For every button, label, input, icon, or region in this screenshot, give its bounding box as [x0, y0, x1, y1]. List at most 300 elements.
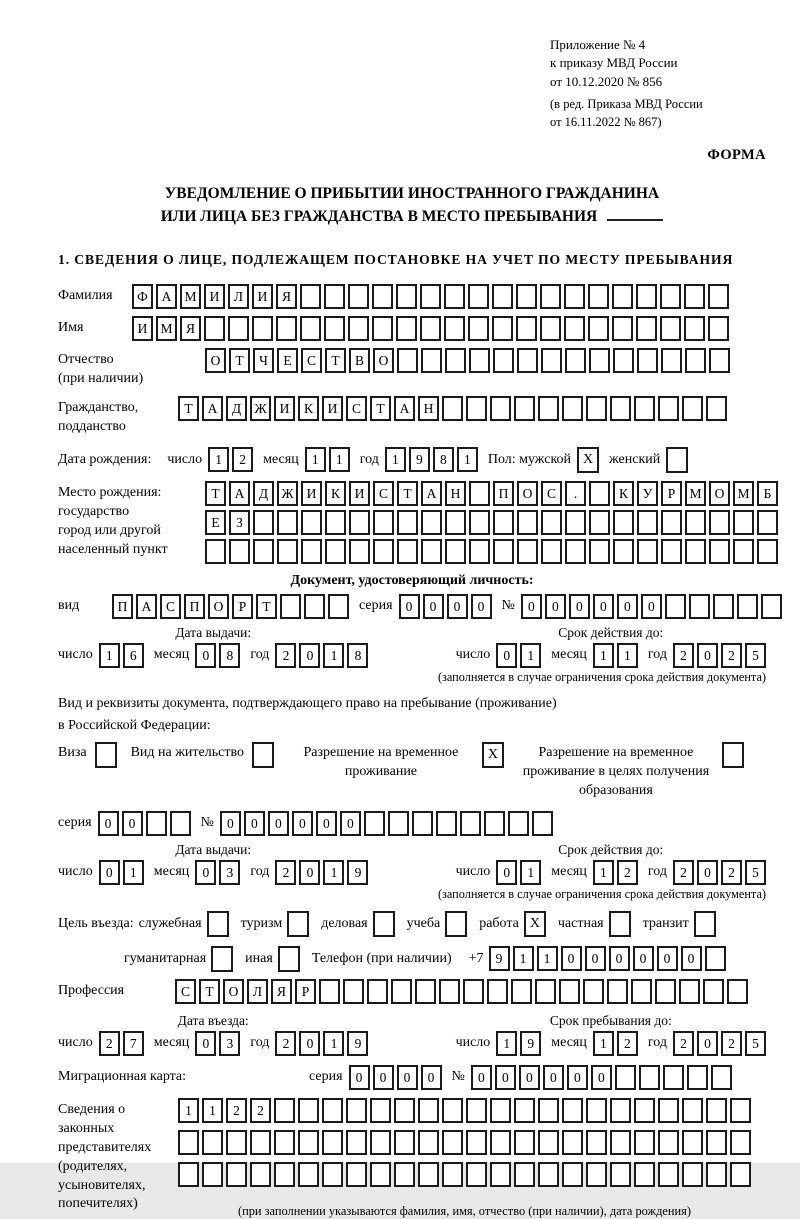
- char-cell[interactable]: П: [493, 481, 514, 506]
- char-cell[interactable]: [730, 1130, 751, 1155]
- char-cell[interactable]: [706, 1162, 727, 1187]
- char-cell[interactable]: 2: [275, 1031, 296, 1056]
- char-cell[interactable]: 5: [745, 1031, 766, 1056]
- char-cell[interactable]: С: [346, 396, 367, 421]
- surname-cells[interactable]: [132, 284, 729, 309]
- char-cell[interactable]: 2: [275, 860, 296, 885]
- char-cell[interactable]: [514, 1098, 535, 1123]
- char-cell[interactable]: 0: [697, 1031, 718, 1056]
- char-cell[interactable]: [588, 316, 609, 341]
- char-cell[interactable]: Т: [256, 594, 277, 619]
- char-cell[interactable]: [532, 811, 553, 836]
- char-cell[interactable]: А: [202, 396, 223, 421]
- representatives-row2-cells[interactable]: [178, 1130, 751, 1155]
- char-cell[interactable]: [682, 1162, 703, 1187]
- profession-cells[interactable]: [175, 979, 748, 1004]
- char-cell[interactable]: [322, 1162, 343, 1187]
- char-cell[interactable]: Р: [661, 481, 682, 506]
- char-cell[interactable]: [586, 1098, 607, 1123]
- char-cell[interactable]: [466, 1098, 487, 1123]
- char-cell[interactable]: [463, 979, 484, 1004]
- checkbox-private[interactable]: [609, 911, 631, 937]
- char-cell[interactable]: [661, 510, 682, 535]
- char-cell[interactable]: [562, 1098, 583, 1123]
- char-cell[interactable]: [588, 284, 609, 309]
- char-cell[interactable]: [639, 1065, 660, 1090]
- char-cell[interactable]: [229, 539, 250, 564]
- checkbox-male[interactable]: X: [577, 447, 599, 473]
- char-cell[interactable]: [274, 1162, 295, 1187]
- char-cell[interactable]: 1: [329, 447, 350, 472]
- char-cell[interactable]: [442, 1130, 463, 1155]
- char-cell[interactable]: [610, 1098, 631, 1123]
- char-cell[interactable]: 0: [268, 811, 289, 836]
- char-cell[interactable]: Р: [295, 979, 316, 1004]
- char-cell[interactable]: 0: [340, 811, 361, 836]
- checkbox-business[interactable]: [373, 911, 395, 937]
- char-cell[interactable]: [324, 284, 345, 309]
- char-cell[interactable]: 2: [721, 643, 742, 668]
- char-cell[interactable]: [685, 348, 706, 373]
- char-cell[interactable]: [373, 510, 394, 535]
- char-cell[interactable]: С: [301, 348, 322, 373]
- patronymic-cells[interactable]: [205, 348, 730, 373]
- char-cell[interactable]: [418, 1098, 439, 1123]
- char-cell[interactable]: [370, 1162, 391, 1187]
- char-cell[interactable]: 0: [519, 1065, 540, 1090]
- char-cell[interactable]: [631, 979, 652, 1004]
- char-cell[interactable]: [490, 1130, 511, 1155]
- char-cell[interactable]: [706, 396, 727, 421]
- char-cell[interactable]: [636, 316, 657, 341]
- char-cell[interactable]: [421, 348, 442, 373]
- char-cell[interactable]: [607, 979, 628, 1004]
- char-cell[interactable]: [202, 1130, 223, 1155]
- char-cell[interactable]: [319, 979, 340, 1004]
- char-cell[interactable]: [421, 510, 442, 535]
- char-cell[interactable]: 1: [617, 643, 638, 668]
- char-cell[interactable]: [705, 946, 726, 971]
- char-cell[interactable]: [538, 1098, 559, 1123]
- entry-year-cells[interactable]: [275, 1031, 368, 1056]
- char-cell[interactable]: М: [156, 316, 177, 341]
- char-cell[interactable]: С: [541, 481, 562, 506]
- char-cell[interactable]: 0: [244, 811, 265, 836]
- char-cell[interactable]: 9: [520, 1031, 541, 1056]
- char-cell[interactable]: [565, 510, 586, 535]
- char-cell[interactable]: 0: [495, 1065, 516, 1090]
- char-cell[interactable]: 0: [681, 946, 702, 971]
- char-cell[interactable]: [713, 594, 734, 619]
- char-cell[interactable]: 0: [521, 594, 542, 619]
- char-cell[interactable]: 0: [471, 1065, 492, 1090]
- char-cell[interactable]: [228, 316, 249, 341]
- char-cell[interactable]: 1: [385, 447, 406, 472]
- char-cell[interactable]: 0: [421, 1065, 442, 1090]
- char-cell[interactable]: [634, 1130, 655, 1155]
- char-cell[interactable]: [349, 539, 370, 564]
- char-cell[interactable]: [298, 1130, 319, 1155]
- entry-day-cells[interactable]: [99, 1031, 144, 1056]
- char-cell[interactable]: 8: [347, 643, 368, 668]
- char-cell[interactable]: 1: [178, 1098, 199, 1123]
- char-cell[interactable]: [445, 348, 466, 373]
- char-cell[interactable]: [586, 1130, 607, 1155]
- char-cell[interactable]: [564, 284, 585, 309]
- char-cell[interactable]: 0: [316, 811, 337, 836]
- char-cell[interactable]: И: [322, 396, 343, 421]
- char-cell[interactable]: П: [184, 594, 205, 619]
- char-cell[interactable]: [665, 594, 686, 619]
- stay-month-cells[interactable]: [593, 1031, 638, 1056]
- char-cell[interactable]: [687, 1065, 708, 1090]
- char-cell[interactable]: [490, 1098, 511, 1123]
- char-cell[interactable]: [445, 510, 466, 535]
- char-cell[interactable]: [613, 539, 634, 564]
- char-cell[interactable]: 2: [226, 1098, 247, 1123]
- char-cell[interactable]: [253, 510, 274, 535]
- checkbox-temporary-residence[interactable]: X: [482, 742, 504, 768]
- char-cell[interactable]: [252, 316, 273, 341]
- char-cell[interactable]: [492, 316, 513, 341]
- char-cell[interactable]: [658, 1130, 679, 1155]
- char-cell[interactable]: [397, 539, 418, 564]
- char-cell[interactable]: [564, 316, 585, 341]
- char-cell[interactable]: 9: [347, 1031, 368, 1056]
- stay-year-cells[interactable]: [673, 1031, 766, 1056]
- char-cell[interactable]: А: [421, 481, 442, 506]
- char-cell[interactable]: 2: [673, 1031, 694, 1056]
- char-cell[interactable]: [538, 1130, 559, 1155]
- char-cell[interactable]: [300, 284, 321, 309]
- char-cell[interactable]: [396, 316, 417, 341]
- residence-expiry-year-cells[interactable]: [673, 860, 766, 885]
- char-cell[interactable]: [541, 348, 562, 373]
- char-cell[interactable]: [634, 1098, 655, 1123]
- char-cell[interactable]: З: [229, 510, 250, 535]
- char-cell[interactable]: О: [208, 594, 229, 619]
- char-cell[interactable]: [444, 284, 465, 309]
- char-cell[interactable]: [706, 1098, 727, 1123]
- char-cell[interactable]: [322, 1130, 343, 1155]
- char-cell[interactable]: [436, 811, 457, 836]
- char-cell[interactable]: 9: [489, 946, 510, 971]
- char-cell[interactable]: [685, 539, 706, 564]
- char-cell[interactable]: 0: [220, 811, 241, 836]
- char-cell[interactable]: [655, 979, 676, 1004]
- char-cell[interactable]: 2: [721, 1031, 742, 1056]
- char-cell[interactable]: 0: [99, 860, 120, 885]
- checkbox-temporary-residence-education[interactable]: [722, 742, 744, 768]
- char-cell[interactable]: 1: [323, 860, 344, 885]
- char-cell[interactable]: О: [223, 979, 244, 1004]
- char-cell[interactable]: [397, 510, 418, 535]
- char-cell[interactable]: Б: [757, 481, 778, 506]
- char-cell[interactable]: [346, 1098, 367, 1123]
- char-cell[interactable]: [421, 539, 442, 564]
- char-cell[interactable]: Я: [276, 284, 297, 309]
- char-cell[interactable]: А: [156, 284, 177, 309]
- char-cell[interactable]: [277, 510, 298, 535]
- char-cell[interactable]: [511, 979, 532, 1004]
- char-cell[interactable]: Е: [277, 348, 298, 373]
- char-cell[interactable]: 0: [399, 594, 420, 619]
- char-cell[interactable]: [468, 284, 489, 309]
- char-cell[interactable]: Т: [178, 396, 199, 421]
- char-cell[interactable]: 0: [561, 946, 582, 971]
- char-cell[interactable]: [540, 284, 561, 309]
- citizenship-cells[interactable]: [178, 396, 727, 421]
- char-cell[interactable]: 0: [299, 1031, 320, 1056]
- char-cell[interactable]: 8: [219, 643, 240, 668]
- char-cell[interactable]: Л: [228, 284, 249, 309]
- char-cell[interactable]: [298, 1162, 319, 1187]
- doc-issue-year-cells[interactable]: [275, 643, 368, 668]
- char-cell[interactable]: [226, 1162, 247, 1187]
- char-cell[interactable]: [274, 1098, 295, 1123]
- char-cell[interactable]: 2: [232, 447, 253, 472]
- char-cell[interactable]: [661, 348, 682, 373]
- char-cell[interactable]: [565, 539, 586, 564]
- char-cell[interactable]: 0: [591, 1065, 612, 1090]
- char-cell[interactable]: [610, 1162, 631, 1187]
- entry-month-cells[interactable]: [195, 1031, 240, 1056]
- char-cell[interactable]: [514, 396, 535, 421]
- char-cell[interactable]: [466, 396, 487, 421]
- char-cell[interactable]: [205, 539, 226, 564]
- char-cell[interactable]: [466, 1162, 487, 1187]
- char-cell[interactable]: А: [229, 481, 250, 506]
- char-cell[interactable]: [708, 284, 729, 309]
- char-cell[interactable]: [442, 1098, 463, 1123]
- char-cell[interactable]: [589, 481, 610, 506]
- char-cell[interactable]: 1: [457, 447, 478, 472]
- residence-issue-year-cells[interactable]: [275, 860, 368, 885]
- char-cell[interactable]: 0: [617, 594, 638, 619]
- char-cell[interactable]: 0: [697, 860, 718, 885]
- char-cell[interactable]: [372, 284, 393, 309]
- char-cell[interactable]: [178, 1130, 199, 1155]
- char-cell[interactable]: А: [394, 396, 415, 421]
- doc-expiry-month-cells[interactable]: [593, 643, 638, 668]
- char-cell[interactable]: У: [637, 481, 658, 506]
- char-cell[interactable]: [373, 539, 394, 564]
- char-cell[interactable]: [682, 1098, 703, 1123]
- char-cell[interactable]: Т: [370, 396, 391, 421]
- char-cell[interactable]: [517, 539, 538, 564]
- char-cell[interactable]: 0: [195, 860, 216, 885]
- char-cell[interactable]: [370, 1098, 391, 1123]
- doc-issue-month-cells[interactable]: [195, 643, 240, 668]
- char-cell[interactable]: [325, 510, 346, 535]
- char-cell[interactable]: [636, 284, 657, 309]
- char-cell[interactable]: [469, 348, 490, 373]
- char-cell[interactable]: 0: [609, 946, 630, 971]
- char-cell[interactable]: [589, 348, 610, 373]
- char-cell[interactable]: 0: [471, 594, 492, 619]
- char-cell[interactable]: [346, 1130, 367, 1155]
- char-cell[interactable]: [468, 316, 489, 341]
- char-cell[interactable]: [613, 348, 634, 373]
- birth-year-cells[interactable]: [385, 447, 478, 472]
- residence-issue-day-cells[interactable]: [99, 860, 144, 885]
- checkbox-visa[interactable]: [95, 742, 117, 768]
- char-cell[interactable]: [559, 979, 580, 1004]
- checkbox-study[interactable]: [445, 911, 467, 937]
- char-cell[interactable]: [388, 811, 409, 836]
- char-cell[interactable]: 0: [593, 594, 614, 619]
- char-cell[interactable]: 6: [123, 643, 144, 668]
- char-cell[interactable]: [250, 1162, 271, 1187]
- char-cell[interactable]: [274, 1130, 295, 1155]
- char-cell[interactable]: [708, 316, 729, 341]
- char-cell[interactable]: 1: [208, 447, 229, 472]
- char-cell[interactable]: [706, 1130, 727, 1155]
- char-cell[interactable]: [253, 539, 274, 564]
- checkbox-work[interactable]: X: [524, 911, 546, 937]
- char-cell[interactable]: [322, 1098, 343, 1123]
- char-cell[interactable]: [613, 510, 634, 535]
- checkbox-tourism[interactable]: [287, 911, 309, 937]
- char-cell[interactable]: 0: [447, 594, 468, 619]
- char-cell[interactable]: [682, 1130, 703, 1155]
- char-cell[interactable]: С: [160, 594, 181, 619]
- char-cell[interactable]: [610, 396, 631, 421]
- char-cell[interactable]: [516, 284, 537, 309]
- char-cell[interactable]: [634, 1162, 655, 1187]
- char-cell[interactable]: 1: [496, 1031, 517, 1056]
- char-cell[interactable]: [589, 539, 610, 564]
- char-cell[interactable]: [372, 316, 393, 341]
- char-cell[interactable]: [204, 316, 225, 341]
- char-cell[interactable]: [493, 348, 514, 373]
- char-cell[interactable]: [469, 539, 490, 564]
- char-cell[interactable]: [304, 594, 325, 619]
- birth-day-cells[interactable]: [208, 447, 253, 472]
- char-cell[interactable]: 2: [250, 1098, 271, 1123]
- char-cell[interactable]: [439, 979, 460, 1004]
- char-cell[interactable]: [540, 316, 561, 341]
- char-cell[interactable]: [300, 316, 321, 341]
- char-cell[interactable]: [685, 510, 706, 535]
- doc-series-cells[interactable]: [399, 594, 492, 619]
- checkbox-transit[interactable]: [694, 911, 716, 937]
- char-cell[interactable]: [562, 1162, 583, 1187]
- char-cell[interactable]: И: [252, 284, 273, 309]
- char-cell[interactable]: 1: [593, 643, 614, 668]
- char-cell[interactable]: [730, 1162, 751, 1187]
- char-cell[interactable]: [733, 510, 754, 535]
- char-cell[interactable]: 1: [323, 1031, 344, 1056]
- birth-place-row2-cells[interactable]: [205, 510, 778, 535]
- char-cell[interactable]: [412, 811, 433, 836]
- char-cell[interactable]: [660, 284, 681, 309]
- char-cell[interactable]: 1: [520, 860, 541, 885]
- char-cell[interactable]: 1: [305, 447, 326, 472]
- char-cell[interactable]: [637, 510, 658, 535]
- char-cell[interactable]: [689, 594, 710, 619]
- char-cell[interactable]: 1: [593, 860, 614, 885]
- char-cell[interactable]: 1: [123, 860, 144, 885]
- char-cell[interactable]: 2: [99, 1031, 120, 1056]
- char-cell[interactable]: [730, 1098, 751, 1123]
- char-cell[interactable]: 0: [543, 1065, 564, 1090]
- char-cell[interactable]: [202, 1162, 223, 1187]
- char-cell[interactable]: [637, 539, 658, 564]
- char-cell[interactable]: [661, 539, 682, 564]
- char-cell[interactable]: [301, 510, 322, 535]
- char-cell[interactable]: [328, 594, 349, 619]
- char-cell[interactable]: [663, 1065, 684, 1090]
- char-cell[interactable]: 2: [275, 643, 296, 668]
- char-cell[interactable]: 0: [545, 594, 566, 619]
- char-cell[interactable]: [737, 594, 758, 619]
- char-cell[interactable]: [396, 284, 417, 309]
- char-cell[interactable]: К: [613, 481, 634, 506]
- char-cell[interactable]: М: [685, 481, 706, 506]
- migration-series-cells[interactable]: [349, 1065, 442, 1090]
- char-cell[interactable]: [391, 979, 412, 1004]
- char-cell[interactable]: Т: [325, 348, 346, 373]
- char-cell[interactable]: О: [517, 481, 538, 506]
- char-cell[interactable]: [146, 811, 167, 836]
- stay-day-cells[interactable]: [496, 1031, 541, 1056]
- char-cell[interactable]: [170, 811, 191, 836]
- char-cell[interactable]: 3: [219, 1031, 240, 1056]
- char-cell[interactable]: [493, 510, 514, 535]
- char-cell[interactable]: .: [565, 481, 586, 506]
- char-cell[interactable]: 2: [721, 860, 742, 885]
- char-cell[interactable]: 1: [99, 643, 120, 668]
- char-cell[interactable]: [469, 510, 490, 535]
- char-cell[interactable]: 0: [641, 594, 662, 619]
- char-cell[interactable]: [490, 1162, 511, 1187]
- char-cell[interactable]: Я: [271, 979, 292, 1004]
- char-cell[interactable]: 7: [123, 1031, 144, 1056]
- char-cell[interactable]: Т: [205, 481, 226, 506]
- char-cell[interactable]: 0: [349, 1065, 370, 1090]
- migration-number-cells[interactable]: [471, 1065, 732, 1090]
- char-cell[interactable]: Т: [229, 348, 250, 373]
- char-cell[interactable]: [709, 539, 730, 564]
- char-cell[interactable]: [460, 811, 481, 836]
- char-cell[interactable]: И: [132, 316, 153, 341]
- char-cell[interactable]: [487, 979, 508, 1004]
- char-cell[interactable]: [538, 1162, 559, 1187]
- char-cell[interactable]: 3: [219, 860, 240, 885]
- char-cell[interactable]: [348, 284, 369, 309]
- char-cell[interactable]: [370, 1130, 391, 1155]
- char-cell[interactable]: [727, 979, 748, 1004]
- char-cell[interactable]: С: [373, 481, 394, 506]
- char-cell[interactable]: [709, 510, 730, 535]
- char-cell[interactable]: [586, 396, 607, 421]
- char-cell[interactable]: [469, 481, 490, 506]
- char-cell[interactable]: [324, 316, 345, 341]
- char-cell[interactable]: 5: [745, 860, 766, 885]
- char-cell[interactable]: [325, 539, 346, 564]
- char-cell[interactable]: [610, 1130, 631, 1155]
- char-cell[interactable]: 0: [195, 643, 216, 668]
- char-cell[interactable]: [394, 1130, 415, 1155]
- residence-expiry-month-cells[interactable]: [593, 860, 638, 885]
- char-cell[interactable]: 1: [513, 946, 534, 971]
- residence-number-cells[interactable]: [220, 811, 553, 836]
- char-cell[interactable]: Л: [247, 979, 268, 1004]
- char-cell[interactable]: [615, 1065, 636, 1090]
- char-cell[interactable]: 0: [697, 643, 718, 668]
- char-cell[interactable]: Я: [180, 316, 201, 341]
